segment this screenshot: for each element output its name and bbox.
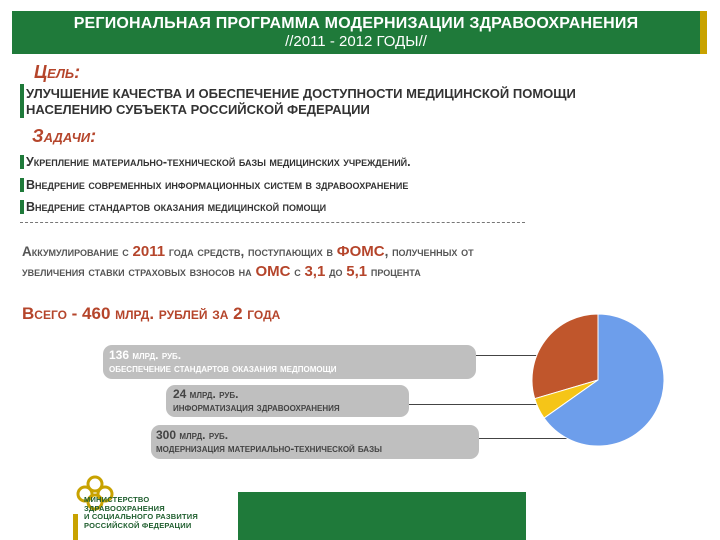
task-bar-2	[20, 178, 24, 192]
accum-oms: ОМС	[255, 263, 291, 280]
divider	[20, 222, 525, 223]
accum-year: 2011	[132, 243, 166, 260]
goal-line-1: УЛУЧШЕНИЕ КАЧЕСТВА И ОБЕСПЕЧЕНИЕ ДОСТУПНОСТИ МЕДИЦИНСКОЙ ПОМОЩИ	[26, 86, 576, 101]
accum-part: увеличения ставки страховых взносов на	[22, 264, 256, 279]
allocation-label: информатизация здравоохранения	[173, 402, 340, 414]
accum-part: Аккумулирование с	[22, 244, 133, 259]
allocation-amount: 136 млрд. руб.	[109, 348, 182, 362]
allocation-amount: 24 млрд. руб.	[173, 387, 239, 401]
allocation-amount: 300 млрд. руб.	[156, 428, 229, 442]
program-title: РЕГИОНАЛЬНАЯ ПРОГРАММА МОДЕРНИЗАЦИИ ЗДРАВООХРАНЕНИЯ	[73, 15, 639, 32]
allocation-label: обеспечение стандартов оказания медпомощи	[109, 363, 337, 375]
task-bar-1	[20, 155, 24, 169]
logo-line: И СОЦИАЛЬНОГО РАЗВИТИЯ	[84, 512, 198, 521]
footer-green-block	[238, 492, 526, 540]
accum-part: с	[290, 264, 305, 279]
logo-line: ЗДРАВООХРАНЕНИЯ	[84, 503, 165, 513]
accum-rate-from: 3,1	[304, 263, 326, 280]
task-bar-3	[20, 200, 24, 214]
accumulation-text	[22, 242, 662, 282]
goal-heading: Цель:	[34, 62, 81, 82]
task-item-2: Внедрение современных информационных систем в здравоохранение	[26, 178, 409, 192]
ministry-logo-text	[84, 496, 198, 530]
accum-fund: ФОМС	[336, 243, 385, 260]
title-banner	[12, 11, 707, 54]
funding-pie-chart	[528, 310, 668, 450]
allocation-standards	[103, 345, 476, 379]
accum-part: года средств, поступающих в	[165, 244, 337, 259]
goal-line-2: НАСЕЛЕНИЮ СУБЪЕКТА РОССИЙСКОЙ ФЕДЕРАЦИИ	[26, 102, 370, 117]
allocation-label: модернизация материально-технической базы	[156, 443, 382, 455]
goal-bar	[20, 84, 24, 118]
accum-rate-to: 5,1	[346, 263, 368, 280]
logo-line: РОССИЙСКОЙ ФЕДЕРАЦИИ	[84, 520, 192, 530]
accum-part: , полученных от	[384, 244, 474, 259]
tasks-heading: Задачи:	[32, 126, 97, 146]
accum-part: до	[325, 264, 347, 279]
allocation-it	[166, 385, 409, 417]
accum-part: процента	[367, 264, 421, 279]
task-item-1: Укрепление материально-технической базы медицинских учреждений.	[26, 155, 411, 169]
task-item-3: Внедрение стандартов оказания медицинской помощи	[26, 200, 327, 214]
program-period: //2011 - 2012 ГОДЫ//	[285, 33, 427, 50]
goal-text	[26, 86, 576, 118]
logo-line: МИНИСТЕРСТВО	[84, 495, 150, 504]
total-amount: Всего - 460 млрд. рублей за 2 года	[22, 304, 281, 323]
allocation-infrastructure	[151, 425, 479, 459]
